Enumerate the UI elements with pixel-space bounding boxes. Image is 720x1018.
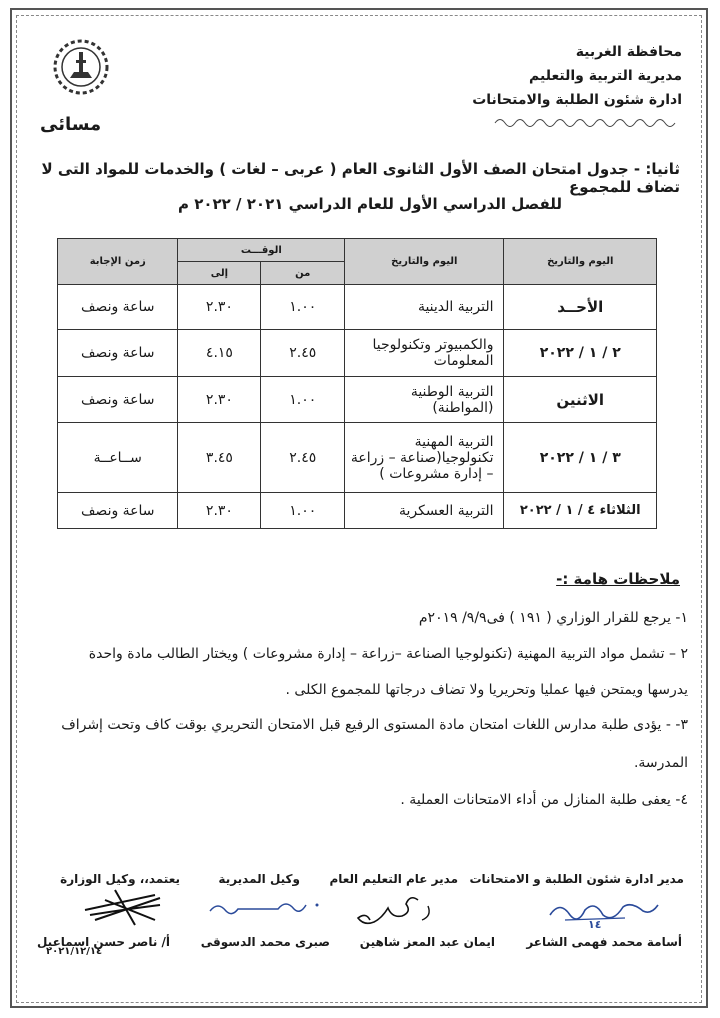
from-cell: ٢.٤٥ [261,330,345,377]
duration-cell: ســاعــة [58,423,178,493]
header-subject: اليوم والتاريخ [345,239,504,285]
signature-handwritten-note: ١٤ [588,918,602,931]
date-label: ٤ / ١ / ٢٠٢٢ [519,503,596,518]
note-3b: المدرسة. [633,755,688,771]
subject-cell: التربية الوطنية (المواطنة) [345,377,504,423]
day-cell: الأحــد [504,285,657,330]
shift-label: مسائى [40,114,102,135]
signature-title: يعتمد،، وكيل الوزارة [60,872,180,886]
subject-cell: التربية العسكرية [345,493,504,529]
schedule-title: ثانيا: - جدول امتحان الصف الأول الثانوى العام ( عربى – لغات ) والخدمات للمواد التى لا تضاف للمجموع [41,160,680,196]
day-date-cell [504,493,657,529]
subject-cell: والكمبيوتر وتكنولوجيا المعلومات [345,330,504,377]
from-cell: ٢.٤٥ [261,423,345,493]
ornament-divider [490,116,680,130]
subject-cell: التربية الدينية [345,285,504,330]
table-row [58,377,657,423]
duration-cell: ساعة ونصف [58,330,178,377]
table-row [58,330,657,377]
header-time: الوقـــت [178,239,345,262]
day-label: الثلاثاء [599,503,641,518]
table-row [58,423,657,493]
header-duration: زمن الإجابة [58,239,178,285]
note-2a: ٢ – تشمل مواد التربية المهنية (تكنولوجيا الصناعة –زراعة – إدارة مشروعات ) ويختار الطالب مادة واحدة [88,646,688,662]
governorate-logo [52,38,110,96]
governorate-name: محافظة الغربية [575,44,682,60]
to-cell: ٢.٣٠ [178,285,261,330]
signature-name: صبرى محمد الدسوقى [200,935,330,949]
table-header-row [58,239,657,262]
signature-name: أسامة محمد فهمى الشاعر [526,935,682,949]
date-cell: ٢ / ١ / ٢٠٢٢ [504,330,657,377]
signature-scribble [205,893,325,923]
notes-heading: ملاحظات هامة :- [556,570,680,588]
signature-scribble [545,890,665,930]
signature-handwritten-date: ٢٠٢١/١٢/١٤ [46,946,103,957]
date-cell: ٣ / ١ / ٢٠٢٢ [504,423,657,493]
note-2b: يدرسها ويمتحن فيها عمليا وتحريريا ولا تضاف درجاتها للمجموع الكلى . [285,682,688,698]
note-3a: ٣- - يؤدى طلبة مدارس اللغات امتحان مادة المستوى الرفيع قبل الامتحان التحريري بوقت كاف وتحت إشراف [61,717,688,733]
note-4: ٤- يعفى طلبة المنازل من أداء الامتحانات العملية . [400,792,688,808]
from-cell: ١.٠٠ [261,377,345,423]
day-cell: الاثنين [504,377,657,423]
schedule-subtitle: للفصل الدراسي الأول للعام الدراسي ٢٠٢١ / ٢٠٢٢ م [177,195,563,213]
department-name: ادارة شئون الطلبة والامتحانات [472,92,682,108]
header-day-date: اليوم والتاريخ [504,239,657,285]
table-row [58,285,657,330]
to-cell: ٢.٣٠ [178,377,261,423]
duration-cell: ساعة ونصف [58,377,178,423]
header-block [472,40,682,112]
header-from: من [261,262,345,285]
signature-name: ايمان عبد المعز شاهين [359,935,495,949]
signature-title: مدير ادارة شئون الطلبة و الامتحانات [469,872,684,886]
note-1: ١- يرجع للقرار الوزاري ( ١٩١ ) فى٩/٩/ ٢٠١٩م [418,610,688,626]
duration-cell: ساعة ونصف [58,285,178,330]
signature-scribble [348,888,448,933]
duration-cell: ساعة ونصف [58,493,178,529]
exam-schedule-table [57,238,657,529]
subject-cell: التربية المهنية تكنولوجيا(صناعة – زراعة – إدارة مشروعات ) [345,423,504,493]
signature-name: أ/ ناصر حسن اسماعيل [36,935,170,949]
table-row [58,493,657,529]
from-cell: ١.٠٠ [261,493,345,529]
signature-title: مدير عام التعليم العام [329,872,458,886]
directorate-name: مديرية التربية والتعليم [529,68,682,84]
from-cell: ١.٠٠ [261,285,345,330]
to-cell: ٣.٤٥ [178,423,261,493]
to-cell: ٢.٣٠ [178,493,261,529]
signature-title: وكيل المديرية [218,872,300,886]
header-to: إلى [178,262,261,285]
signature-scribble [75,880,175,935]
to-cell: ٤.١٥ [178,330,261,377]
